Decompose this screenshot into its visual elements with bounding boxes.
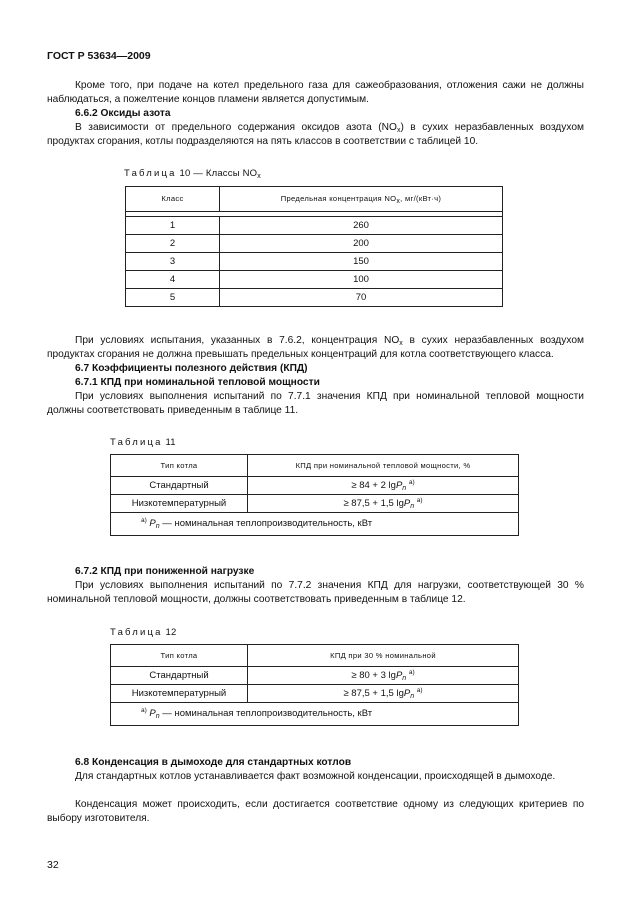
section-6-8-text-2: Конденсация может происходить, если достигается соответствие одному из следующих критериев по выбору изготовителя. [47,799,584,824]
class-cell: 4 [126,271,220,289]
table-note-row [111,513,519,536]
column-header-boiler-type: Тип котла [111,455,248,477]
table-note-row [111,703,519,726]
value-cell: 260 [220,217,503,235]
table-row [126,289,503,307]
table-header-row [111,455,519,477]
value-cell: 150 [220,253,503,271]
page-number: 32 [47,859,59,871]
table-11-note: $^{a)}$ $P_n$ — номинальная теплопроизводительность, кВт [111,513,519,536]
table-row [126,235,503,253]
class-cell: 1 [126,217,220,235]
value-cell: 100 [220,271,503,289]
class-cell: 5 [126,289,220,307]
intro-paragraph: Кроме того, при подаче на котел предельного газа для сажеобразования, отложения сажи не должны наблюдаться, а пожелтение концов пламени является допустимым. [47,80,584,105]
efficiency-cell: ≥ 84 + 2 lgP$_n$ $^{a)}$ [248,477,519,495]
table-row [111,495,519,513]
table-row [126,271,503,289]
table-10 [125,186,503,307]
section-6-7-1-text: При условиях выполнения испытаний по 7.7.1 значения КПД при номинальной тепловой мощности должны соответствовать приведенным в таблице 11. [47,391,584,416]
section-6-6-2-text: В зависимости от предельного содержания оксидов азота $(NO_x)$ в сухих неразбавленных воздухом продуктах сгорания, котлы подразделяются на пять классов в соответствии с таблицей 10. [47,122,584,147]
boiler-type-cell: Низкотемпературный [111,685,248,703]
table-12-caption: Таблица 12 [110,627,177,638]
table-11-caption: Таблица 11 [110,437,176,448]
section-6-8-heading: 6.8 Конденсация в дымоходе для стандартных котлов [75,757,352,768]
boiler-type-cell: Низкотемпературный [111,495,248,513]
table-12-note: $^{a)}$ $P_n$ — номинальная теплопроизводительность, кВт [111,703,519,726]
column-header-concentration: Предельная концентрация $NO_x$, мг/(кВт·ч) [220,187,503,212]
section-6-7-heading: 6.7 Коэффициенты полезного действия (КПД) [75,363,308,374]
efficiency-cell: ≥ 87,5 + 1,5 lgP$_n$ $^{a)}$ [248,685,519,703]
table-row [126,253,503,271]
table-row [111,477,519,495]
paragraph-after-table-10: При условиях испытания, указанных в 7.6.2, концентрация $NO_x$ в сухих неразбавленных воздухом продуктах сгорания не должна превышать предельных концентраций для котла соответствующего класса. [47,335,584,360]
table-row [111,667,519,685]
section-6-7-2-heading: 6.7.2 КПД при пониженной нагрузке [75,566,255,577]
column-header-class: Класс [126,187,220,212]
section-6-7-2-text: При условиях выполнения испытаний по 7.7.2 значения КПД для нагрузки, соответствующей 30 % номинальной тепловой мощности, должны соответствовать приведенным в таблице 12. [47,580,584,605]
table-11 [110,454,519,536]
boiler-type-cell: Стандартный [111,667,248,685]
class-cell: 3 [126,253,220,271]
efficiency-cell: ≥ 80 + 3 lgP$_n$ $^{a)}$ [248,667,519,685]
section-6-7-1-heading: 6.7.1 КПД при номинальной тепловой мощности [75,377,320,388]
efficiency-cell: ≥ 87,5 + 1,5 lgP$_n$ $^{a)}$ [248,495,519,513]
section-6-6-2-heading: 6.6.2 Оксиды азота [75,108,171,119]
table-12 [110,644,519,726]
class-cell: 2 [126,235,220,253]
table-header-row [126,187,503,212]
section-6-8-text-1: Для стандартных котлов устанавливается факт возможной конденсации, происходящей в дымоходе. [75,771,556,782]
table-10-caption: Таблица 10 — Классы $NO_x$ [124,168,261,180]
boiler-type-cell: Стандартный [111,477,248,495]
table-row [126,217,503,235]
value-cell: 200 [220,235,503,253]
column-header-efficiency: КПД при номинальной тепловой мощности, % [248,455,519,477]
value-cell: 70 [220,289,503,307]
document-id: ГОСТ Р 53634—2009 [47,50,151,62]
table-row [111,685,519,703]
column-header-boiler-type: Тип котла [111,645,248,667]
column-header-efficiency-30: КПД при 30 % номинальной [248,645,519,667]
table-header-row [111,645,519,667]
